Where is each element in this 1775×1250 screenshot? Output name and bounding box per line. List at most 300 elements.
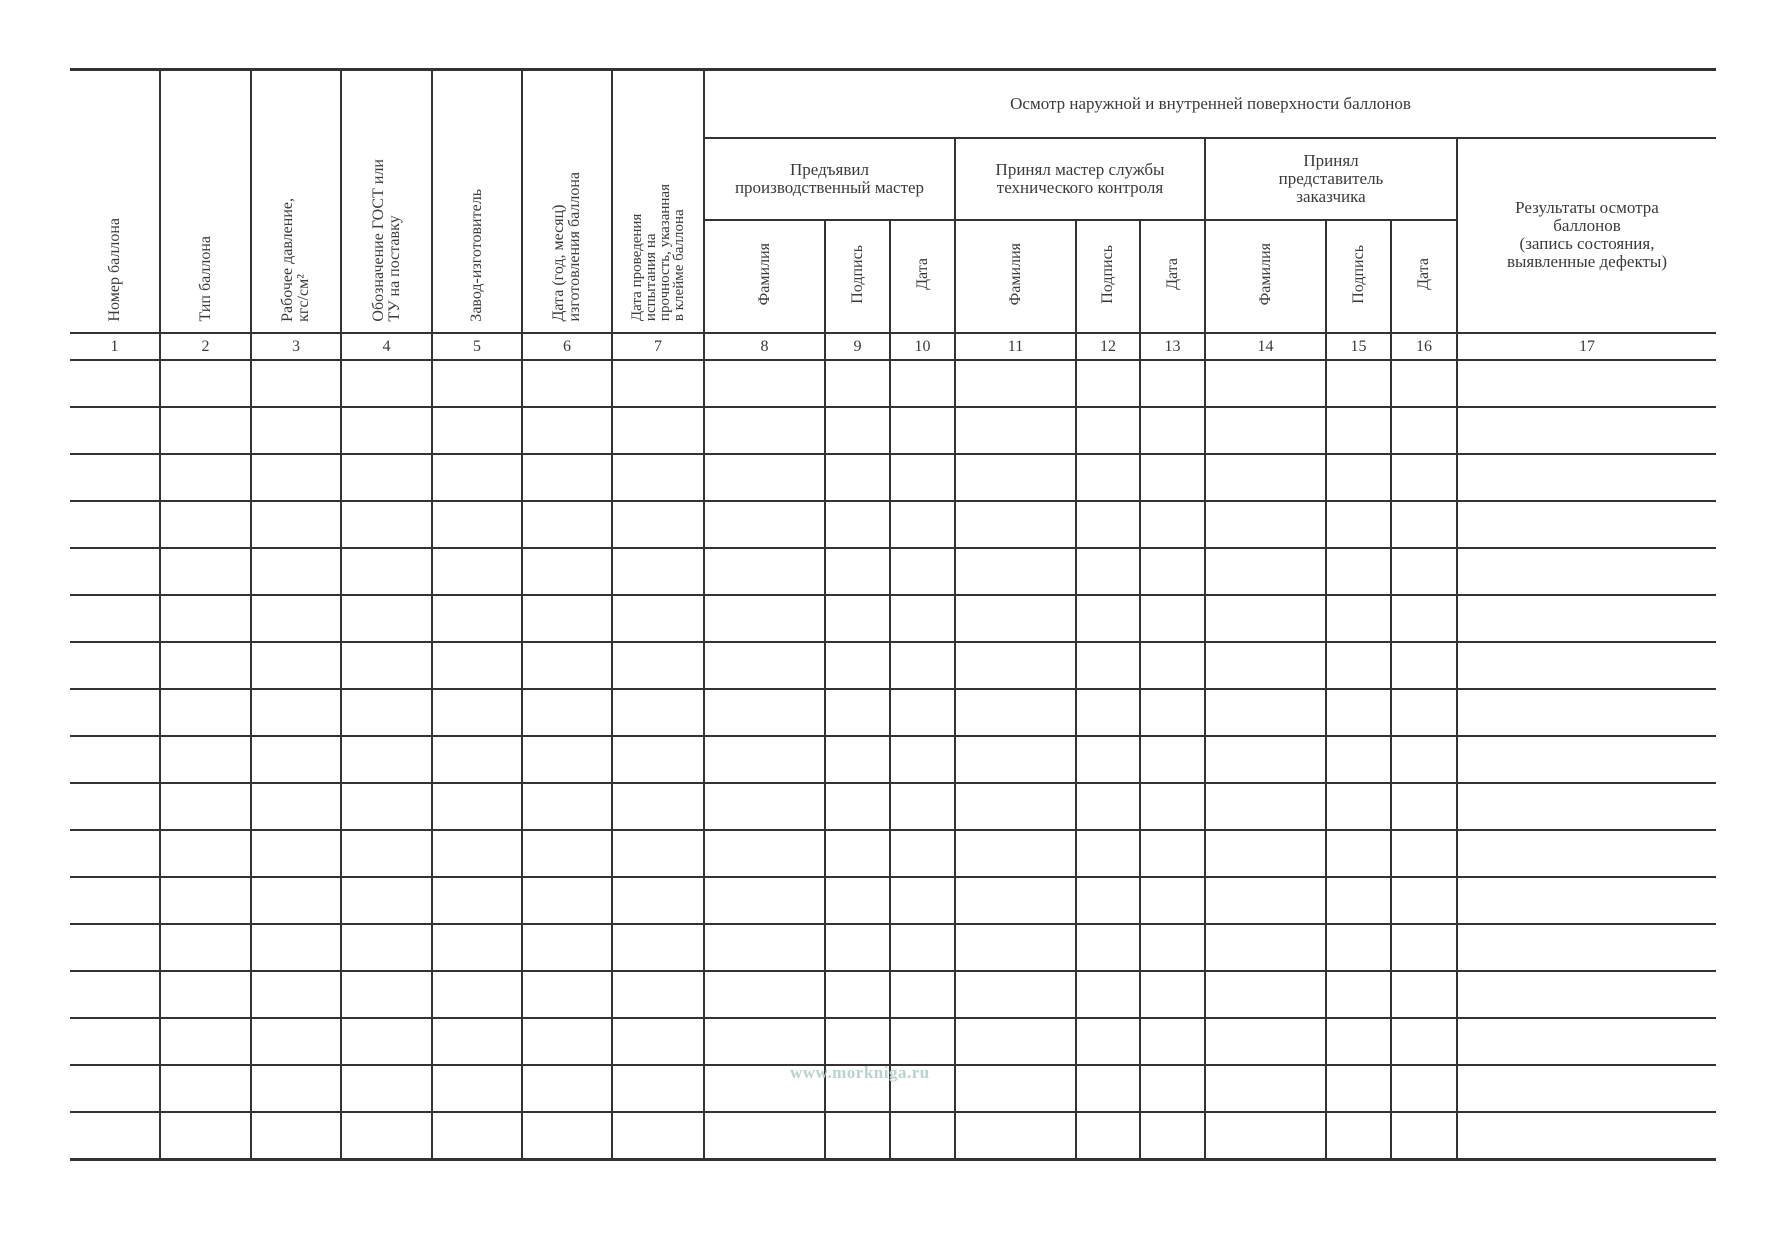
entry-cell[interactable]: [251, 1112, 341, 1160]
entry-cell[interactable]: [612, 877, 704, 924]
entry-cell[interactable]: [612, 595, 704, 642]
entry-cell[interactable]: [612, 501, 704, 548]
entry-cell[interactable]: [890, 971, 955, 1018]
entry-cell[interactable]: [704, 360, 825, 407]
entry-cell[interactable]: [1326, 1018, 1391, 1065]
entry-cell[interactable]: [1205, 830, 1326, 877]
entry-cell[interactable]: [432, 407, 522, 454]
entry-cell[interactable]: [612, 1018, 704, 1065]
entry-cell[interactable]: [1140, 548, 1205, 595]
table-row: [70, 1018, 1716, 1065]
entry-cell[interactable]: [1076, 360, 1140, 407]
entry-cell[interactable]: [522, 783, 612, 830]
entry-cell[interactable]: [1391, 454, 1457, 501]
entry-cell[interactable]: [1076, 877, 1140, 924]
entry-cell[interactable]: [522, 1065, 612, 1112]
entry-cell[interactable]: [70, 548, 160, 595]
entry-cell[interactable]: [70, 454, 160, 501]
entry-cell[interactable]: [70, 407, 160, 454]
entry-cell[interactable]: [1326, 924, 1391, 971]
entry-cell[interactable]: [1457, 1065, 1716, 1112]
entry-cell[interactable]: [1457, 783, 1716, 830]
entry-cell[interactable]: [251, 642, 341, 689]
entry-cell[interactable]: [1205, 736, 1326, 783]
col-header-working-pressure: [251, 70, 341, 333]
entry-cell[interactable]: [1076, 971, 1140, 1018]
entry-cell[interactable]: [1391, 830, 1457, 877]
table-row: [70, 830, 1716, 877]
entry-cell[interactable]: [1076, 736, 1140, 783]
entry-cell[interactable]: [1140, 1112, 1205, 1160]
entry-cell[interactable]: [1391, 595, 1457, 642]
entry-cell[interactable]: [160, 454, 251, 501]
entry-cell[interactable]: [1205, 971, 1326, 1018]
entry-cell[interactable]: [70, 830, 160, 877]
entry-cell[interactable]: [1457, 501, 1716, 548]
entry-cell[interactable]: [955, 407, 1076, 454]
entry-cell[interactable]: [612, 454, 704, 501]
entry-cell[interactable]: [341, 407, 432, 454]
entry-cell[interactable]: [1140, 360, 1205, 407]
entry-cell[interactable]: [251, 1065, 341, 1112]
entry-cell[interactable]: [1205, 454, 1326, 501]
entry-cell[interactable]: [1391, 548, 1457, 595]
entry-cell[interactable]: [522, 736, 612, 783]
entry-cell[interactable]: [160, 736, 251, 783]
entry-cell[interactable]: [704, 407, 825, 454]
entry-cell[interactable]: [160, 595, 251, 642]
entry-cell[interactable]: [825, 736, 890, 783]
entry-cell[interactable]: [341, 1065, 432, 1112]
entry-cell[interactable]: [251, 548, 341, 595]
entry-cell[interactable]: [432, 454, 522, 501]
entry-cell[interactable]: [1457, 689, 1716, 736]
entry-cell[interactable]: [955, 924, 1076, 971]
entry-cell[interactable]: [955, 1018, 1076, 1065]
entry-cell[interactable]: [1457, 877, 1716, 924]
entry-cell[interactable]: [1326, 642, 1391, 689]
entry-cell[interactable]: [251, 689, 341, 736]
entry-cell[interactable]: [890, 454, 955, 501]
entry-cell[interactable]: [1326, 548, 1391, 595]
entry-cell[interactable]: [1391, 1018, 1457, 1065]
entry-cell[interactable]: [890, 501, 955, 548]
sub-header-date: [890, 220, 955, 333]
entry-cell[interactable]: [341, 924, 432, 971]
entry-cell[interactable]: [251, 454, 341, 501]
entry-cell[interactable]: [825, 642, 890, 689]
entry-cell[interactable]: [704, 689, 825, 736]
entry-cell[interactable]: [704, 1112, 825, 1160]
entry-cell[interactable]: [1391, 1112, 1457, 1160]
entry-cell[interactable]: [1326, 877, 1391, 924]
entry-cell[interactable]: [1140, 924, 1205, 971]
entry-cell[interactable]: [70, 1112, 160, 1160]
entry-cell[interactable]: [341, 454, 432, 501]
entry-cell[interactable]: [704, 783, 825, 830]
entry-cell[interactable]: [160, 971, 251, 1018]
entry-cell[interactable]: [522, 689, 612, 736]
entry-cell[interactable]: [251, 783, 341, 830]
entry-cell[interactable]: [1140, 971, 1205, 1018]
entry-cell[interactable]: [1391, 407, 1457, 454]
entry-cell[interactable]: [1205, 689, 1326, 736]
entry-cell[interactable]: [160, 689, 251, 736]
entry-cell[interactable]: [825, 877, 890, 924]
entry-cell[interactable]: [522, 830, 612, 877]
entry-cell[interactable]: [1326, 595, 1391, 642]
entry-cell[interactable]: [1076, 1112, 1140, 1160]
entry-cell[interactable]: [522, 924, 612, 971]
entry-cell[interactable]: [1326, 360, 1391, 407]
entry-cell[interactable]: [704, 642, 825, 689]
entry-cell[interactable]: [1391, 736, 1457, 783]
entry-cell[interactable]: [1140, 689, 1205, 736]
entry-cell[interactable]: [1391, 783, 1457, 830]
entry-cell[interactable]: [1205, 548, 1326, 595]
entry-cell[interactable]: [432, 830, 522, 877]
entry-cell[interactable]: [160, 1065, 251, 1112]
entry-cell[interactable]: [70, 642, 160, 689]
entry-cell[interactable]: [1326, 830, 1391, 877]
entry-cell[interactable]: [432, 642, 522, 689]
entry-cell[interactable]: [1076, 595, 1140, 642]
entry-cell[interactable]: [341, 1018, 432, 1065]
entry-cell[interactable]: [1391, 642, 1457, 689]
entry-cell[interactable]: [955, 736, 1076, 783]
entry-cell[interactable]: [704, 877, 825, 924]
entry-cell[interactable]: [70, 924, 160, 971]
entry-cell[interactable]: [1326, 1065, 1391, 1112]
entry-cell[interactable]: [825, 407, 890, 454]
entry-cell[interactable]: [70, 360, 160, 407]
entry-cell[interactable]: [341, 830, 432, 877]
entry-cell[interactable]: [825, 595, 890, 642]
entry-cell[interactable]: [1140, 407, 1205, 454]
blank-rows: [70, 360, 1716, 1160]
entry-cell[interactable]: [522, 501, 612, 548]
entry-cell[interactable]: [612, 830, 704, 877]
entry-cell[interactable]: [612, 689, 704, 736]
entry-cell[interactable]: [890, 407, 955, 454]
entry-cell[interactable]: [825, 1018, 890, 1065]
entry-cell[interactable]: [1140, 1065, 1205, 1112]
entry-cell[interactable]: [1076, 924, 1140, 971]
entry-cell[interactable]: [160, 924, 251, 971]
entry-cell[interactable]: [1457, 454, 1716, 501]
entry-cell[interactable]: [1391, 971, 1457, 1018]
entry-cell[interactable]: [1391, 501, 1457, 548]
entry-cell[interactable]: [1457, 642, 1716, 689]
entry-cell[interactable]: [160, 1018, 251, 1065]
entry-cell[interactable]: [1326, 971, 1391, 1018]
entry-cell[interactable]: [70, 783, 160, 830]
entry-cell[interactable]: [432, 1018, 522, 1065]
entry-cell[interactable]: [704, 736, 825, 783]
entry-cell[interactable]: [160, 642, 251, 689]
entry-cell[interactable]: [522, 877, 612, 924]
entry-cell[interactable]: [1205, 407, 1326, 454]
entry-cell[interactable]: [341, 360, 432, 407]
entry-cell[interactable]: [890, 1018, 955, 1065]
entry-cell[interactable]: [825, 1112, 890, 1160]
entry-cell[interactable]: [70, 595, 160, 642]
inspection-group-header: [704, 70, 1716, 138]
entry-cell[interactable]: [1326, 1112, 1391, 1160]
entry-cell[interactable]: [1140, 830, 1205, 877]
entry-cell[interactable]: [1205, 783, 1326, 830]
entry-cell[interactable]: [612, 971, 704, 1018]
entry-cell[interactable]: [70, 501, 160, 548]
entry-cell[interactable]: [1457, 407, 1716, 454]
entry-cell[interactable]: [341, 877, 432, 924]
entry-cell[interactable]: [70, 1018, 160, 1065]
entry-cell[interactable]: [612, 642, 704, 689]
entry-cell[interactable]: [432, 1112, 522, 1160]
entry-cell[interactable]: [1205, 924, 1326, 971]
entry-cell[interactable]: [251, 360, 341, 407]
entry-cell[interactable]: [890, 924, 955, 971]
entry-cell[interactable]: [704, 454, 825, 501]
entry-cell[interactable]: [1457, 548, 1716, 595]
entry-cell[interactable]: [1076, 454, 1140, 501]
entry-cell[interactable]: [1140, 501, 1205, 548]
entry-cell[interactable]: [1205, 1112, 1326, 1160]
entry-cell[interactable]: [251, 407, 341, 454]
entry-cell[interactable]: [251, 971, 341, 1018]
entry-cell[interactable]: [432, 689, 522, 736]
entry-cell[interactable]: [70, 1065, 160, 1112]
entry-cell[interactable]: [522, 548, 612, 595]
entry-cell[interactable]: [1326, 454, 1391, 501]
group-title: Принял представитель заказчика: [1278, 150, 1384, 206]
entry-cell[interactable]: [1457, 1018, 1716, 1065]
entry-cell[interactable]: [612, 1112, 704, 1160]
entry-cell[interactable]: [704, 595, 825, 642]
entry-cell[interactable]: [1391, 1065, 1457, 1112]
entry-cell[interactable]: [890, 689, 955, 736]
entry-cell[interactable]: [1140, 595, 1205, 642]
entry-cell[interactable]: [955, 360, 1076, 407]
entry-cell[interactable]: [522, 1018, 612, 1065]
entry-cell[interactable]: [341, 501, 432, 548]
entry-cell[interactable]: [522, 407, 612, 454]
entry-cell[interactable]: [1205, 877, 1326, 924]
entry-cell[interactable]: [522, 360, 612, 407]
table-row: [70, 360, 1716, 407]
entry-cell[interactable]: [1076, 407, 1140, 454]
entry-cell[interactable]: [1076, 1018, 1140, 1065]
entry-cell[interactable]: [1076, 783, 1140, 830]
entry-cell[interactable]: [1205, 595, 1326, 642]
entry-cell[interactable]: [432, 1065, 522, 1112]
entry-cell[interactable]: [1140, 877, 1205, 924]
entry-cell[interactable]: [704, 501, 825, 548]
entry-cell[interactable]: [251, 924, 341, 971]
entry-cell[interactable]: [890, 830, 955, 877]
entry-cell[interactable]: [341, 689, 432, 736]
entry-cell[interactable]: [432, 783, 522, 830]
entry-cell[interactable]: [70, 736, 160, 783]
entry-cell[interactable]: [160, 1112, 251, 1160]
entry-cell[interactable]: [251, 1018, 341, 1065]
entry-cell[interactable]: [70, 689, 160, 736]
entry-cell[interactable]: [432, 548, 522, 595]
entry-cell[interactable]: [432, 971, 522, 1018]
entry-cell[interactable]: [1457, 1112, 1716, 1160]
entry-cell[interactable]: [612, 1065, 704, 1112]
entry-cell[interactable]: [160, 783, 251, 830]
entry-cell[interactable]: [890, 360, 955, 407]
entry-cell[interactable]: [432, 360, 522, 407]
entry-cell[interactable]: [1076, 501, 1140, 548]
entry-cell[interactable]: [955, 642, 1076, 689]
entry-cell[interactable]: [955, 689, 1076, 736]
entry-cell[interactable]: [341, 595, 432, 642]
entry-cell[interactable]: [251, 830, 341, 877]
entry-cell[interactable]: [1391, 360, 1457, 407]
entry-cell[interactable]: [341, 783, 432, 830]
entry-cell[interactable]: [1326, 783, 1391, 830]
entry-cell[interactable]: [432, 877, 522, 924]
entry-cell[interactable]: [432, 595, 522, 642]
entry-cell[interactable]: [1076, 689, 1140, 736]
entry-cell[interactable]: [1205, 1018, 1326, 1065]
entry-cell[interactable]: [251, 595, 341, 642]
entry-cell[interactable]: [160, 830, 251, 877]
entry-cell[interactable]: [432, 501, 522, 548]
entry-cell[interactable]: [251, 501, 341, 548]
entry-cell[interactable]: [825, 548, 890, 595]
entry-cell[interactable]: [825, 689, 890, 736]
entry-cell[interactable]: [1391, 877, 1457, 924]
column-number: 12: [1076, 333, 1140, 360]
entry-cell[interactable]: [955, 1065, 1076, 1112]
entry-cell[interactable]: [955, 501, 1076, 548]
entry-cell[interactable]: [612, 360, 704, 407]
entry-cell[interactable]: [1326, 407, 1391, 454]
results-label: Результаты осмотра баллонов (запись состояния, выявленные дефекты): [1506, 198, 1668, 271]
entry-cell[interactable]: [341, 1112, 432, 1160]
entry-cell[interactable]: [341, 642, 432, 689]
entry-cell[interactable]: [955, 1112, 1076, 1160]
entry-cell[interactable]: [890, 595, 955, 642]
entry-cell[interactable]: [955, 830, 1076, 877]
entry-cell[interactable]: [160, 407, 251, 454]
entry-cell[interactable]: [1140, 454, 1205, 501]
entry-cell[interactable]: [341, 548, 432, 595]
entry-cell[interactable]: [1457, 595, 1716, 642]
entry-cell[interactable]: [704, 924, 825, 971]
entry-cell[interactable]: [522, 595, 612, 642]
entry-cell[interactable]: [704, 971, 825, 1018]
entry-cell[interactable]: [955, 454, 1076, 501]
entry-cell[interactable]: [955, 971, 1076, 1018]
col-header-manufacture-date: [522, 70, 612, 333]
entry-cell[interactable]: [704, 830, 825, 877]
entry-cell[interactable]: [890, 1112, 955, 1160]
entry-cell[interactable]: [1457, 736, 1716, 783]
entry-cell[interactable]: [432, 736, 522, 783]
entry-cell[interactable]: [1326, 501, 1391, 548]
entry-cell[interactable]: [522, 454, 612, 501]
entry-cell[interactable]: [612, 736, 704, 783]
entry-cell[interactable]: [1326, 689, 1391, 736]
entry-cell[interactable]: [704, 1018, 825, 1065]
entry-cell[interactable]: [955, 877, 1076, 924]
entry-cell[interactable]: [1076, 1065, 1140, 1112]
entry-cell[interactable]: [955, 548, 1076, 595]
entry-cell[interactable]: [341, 971, 432, 1018]
sub-header-label: Подпись: [1099, 244, 1116, 304]
entry-cell[interactable]: [1140, 642, 1205, 689]
entry-cell[interactable]: [70, 877, 160, 924]
table-row: [70, 642, 1716, 689]
entry-cell[interactable]: [1391, 924, 1457, 971]
entry-cell[interactable]: [612, 783, 704, 830]
entry-cell[interactable]: [612, 407, 704, 454]
entry-cell[interactable]: [1076, 548, 1140, 595]
entry-cell[interactable]: [1076, 642, 1140, 689]
entry-cell[interactable]: [825, 783, 890, 830]
entry-cell[interactable]: [1457, 971, 1716, 1018]
entry-cell[interactable]: [1205, 501, 1326, 548]
entry-cell[interactable]: [160, 877, 251, 924]
entry-cell[interactable]: [432, 924, 522, 971]
entry-cell[interactable]: [825, 360, 890, 407]
entry-cell[interactable]: [522, 642, 612, 689]
entry-cell[interactable]: [955, 595, 1076, 642]
entry-cell[interactable]: [1140, 736, 1205, 783]
entry-cell[interactable]: [825, 454, 890, 501]
entry-cell[interactable]: [160, 548, 251, 595]
entry-cell[interactable]: [1205, 360, 1326, 407]
entry-cell[interactable]: [890, 642, 955, 689]
entry-cell[interactable]: [1457, 360, 1716, 407]
entry-cell[interactable]: [1205, 1065, 1326, 1112]
entry-cell[interactable]: [160, 360, 251, 407]
entry-cell[interactable]: [825, 830, 890, 877]
entry-cell[interactable]: [890, 548, 955, 595]
entry-cell[interactable]: [1457, 924, 1716, 971]
entry-cell[interactable]: [1076, 830, 1140, 877]
entry-cell[interactable]: [1391, 689, 1457, 736]
entry-cell[interactable]: [704, 548, 825, 595]
entry-cell[interactable]: [1140, 1018, 1205, 1065]
entry-cell[interactable]: [825, 501, 890, 548]
entry-cell[interactable]: [825, 924, 890, 971]
entry-cell[interactable]: [70, 971, 160, 1018]
entry-cell[interactable]: [1457, 830, 1716, 877]
entry-cell[interactable]: [890, 783, 955, 830]
entry-cell[interactable]: [160, 501, 251, 548]
entry-cell[interactable]: [522, 1112, 612, 1160]
entry-cell[interactable]: [890, 736, 955, 783]
entry-cell[interactable]: [251, 877, 341, 924]
entry-cell[interactable]: [612, 924, 704, 971]
entry-cell[interactable]: [341, 736, 432, 783]
entry-cell[interactable]: [522, 971, 612, 1018]
entry-cell[interactable]: [890, 877, 955, 924]
entry-cell[interactable]: [955, 783, 1076, 830]
sub-header-date: [1391, 220, 1457, 333]
entry-cell[interactable]: [251, 736, 341, 783]
entry-cell[interactable]: [825, 971, 890, 1018]
entry-cell[interactable]: [1140, 783, 1205, 830]
entry-cell[interactable]: [612, 548, 704, 595]
entry-cell[interactable]: [1326, 736, 1391, 783]
entry-cell[interactable]: [1205, 642, 1326, 689]
